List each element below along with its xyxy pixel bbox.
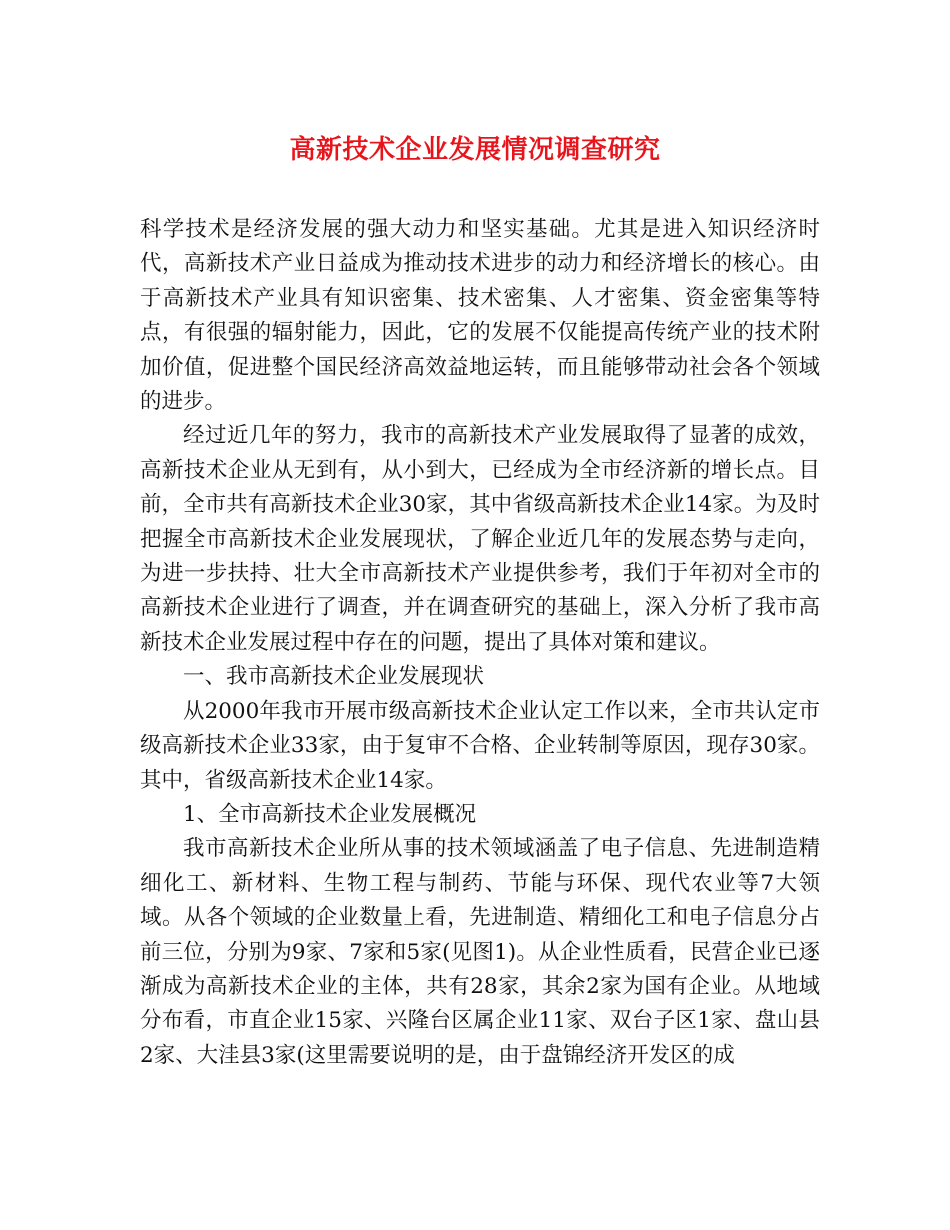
paragraph-intro: 科学技术是经济发展的强大动力和坚实基础。尤其是进入知识经济时代，高新技术产业日益成为推动技术进步的动力和经济增长的核心。由于高新技术产业具有知识密集、技术密集、人才密集、资金密集等特点，有很强的辐射能力，因此，它的发展不仅能提高传统产业的技术附加价值，促进整个国民经济高效益地运转，而且能够带动社会各个领域的进步。	[140, 217, 820, 415]
paragraph-recognition: 从2000年我市开展市级高新技术企业认定工作以来，全市共认定市级高新技术企业33家，由于复审不合格、企业转制等原因，现存30家。其中，省级高新技术企业14家。	[140, 698, 820, 793]
paragraph-progress: 经过近几年的努力，我市的高新技术产业发展取得了显著的成效，高新技术企业从无到有，从小到大，已经成为全市经济新的增长点。目前，全市共有高新技术企业30家，其中省级高新技术企业14家。为及时把握全市高新技术企业发展现状，了解企业近几年的发展态势与走向，为进一步扶持、壮大全市高新技术产业提供参考，我们于年初对全市的高新技术企业进行了调查，并在调查研究的基础上，深入分析了我市高新技术企业发展过程中存在的问题，提出了具体对策和建议。	[140, 423, 820, 655]
section-heading-1: 一、我市高新技术企业发展现状	[183, 664, 485, 690]
document-title: 高新技术企业发展情况调查研究	[289, 135, 661, 165]
subsection-heading-1: 1、全市高新技术企业发展概况	[183, 801, 477, 827]
paragraph-overview: 我市高新技术企业所从事的技术领域涵盖了电子信息、先进制造精细化工、新材料、生物工程与制药、节能与环保、现代农业等7大领域。从各个领域的企业数量上看，先进制造、精细化工和电子信息分占前三位，分别为9家、7家和5家(见图1)。从企业性质看，民营企业已逐渐成为高新技术企业的主体，共有28家，其余2家为国有企业。从地域分布看，市直企业15家、兴隆台区属企业11家、双台子区1家、盘山县2家、大洼县3家(这里需要说明的是，由于盘锦经济开发区的成	[140, 836, 820, 1068]
document-body	[140, 213, 820, 1073]
